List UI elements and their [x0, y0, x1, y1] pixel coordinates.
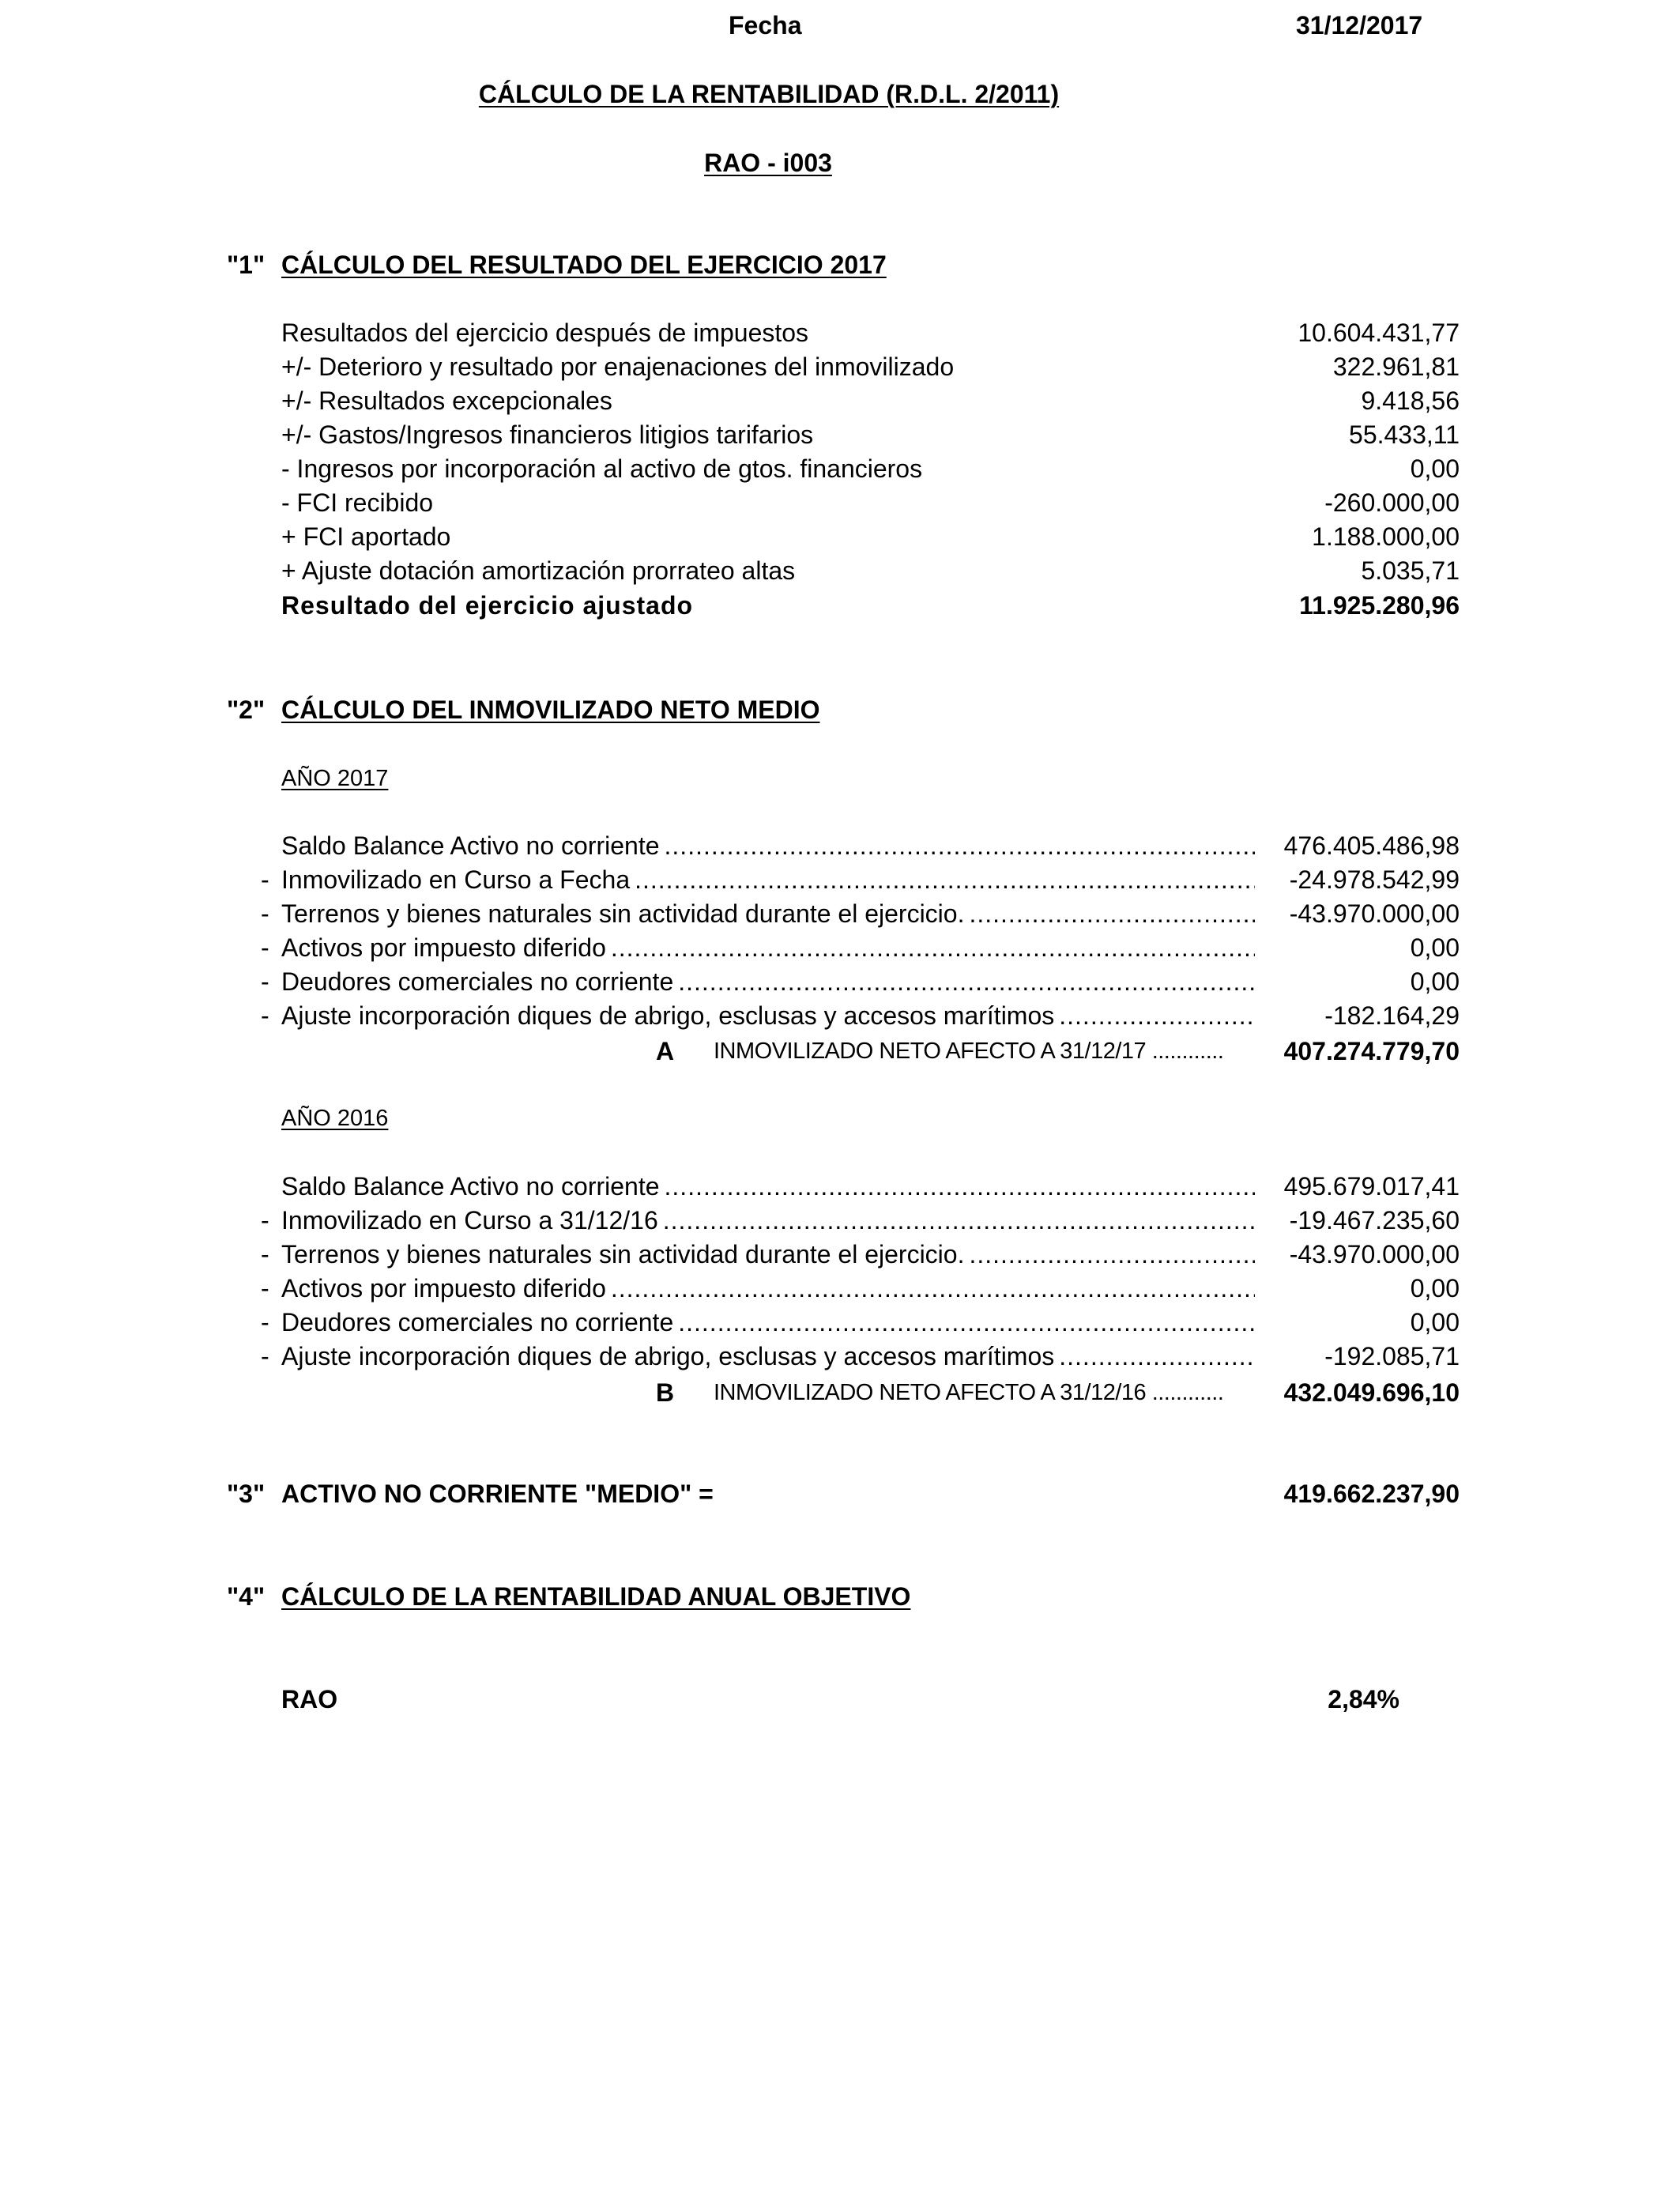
asset-row-value: 0,00	[1410, 933, 1460, 962]
asset-row-label: Deudores comerciales no corriente	[281, 967, 674, 996]
fecha-value: 31/12/2017	[1296, 11, 1423, 40]
result-row-value: -260.000,00	[1324, 488, 1460, 517]
result-row-value: 0,00	[1410, 454, 1460, 483]
dot-leader	[969, 898, 1255, 929]
result-row-label: + Ajuste dotación amortización prorrateo altas	[281, 556, 796, 585]
asset-row-label: Activos por impuesto diferido	[281, 1274, 606, 1302]
asset-row-label: Inmovilizado en Curso a 31/12/16	[281, 1206, 658, 1235]
asset-row-value: -43.970.000,00	[1289, 1240, 1460, 1269]
minus-sign: -	[261, 899, 269, 928]
asset-row-label: Deudores comerciales no corriente	[281, 1308, 674, 1336]
average-assets-label: ACTIVO NO CORRIENTE "MEDIO" =	[281, 1480, 714, 1508]
minus-sign: -	[261, 865, 269, 894]
asset-row	[281, 932, 1255, 963]
section-4-title: CÁLCULO DE LA RENTABILIDAD ANUAL OBJETIVO	[281, 1582, 911, 1611]
section-1-number: "1"	[227, 251, 266, 279]
asset-row-value: -192.085,71	[1324, 1342, 1460, 1370]
dot-leader	[635, 864, 1255, 895]
asset-row	[281, 1000, 1255, 1031]
result-row-label: + FCI aportado	[281, 522, 451, 551]
result-row-value: 55.433,11	[1349, 420, 1460, 449]
asset-row-label: Terrenos y bienes naturales sin actividad durante el ejercicio.	[281, 1240, 965, 1269]
asset-row	[281, 1171, 1255, 1202]
minus-sign: -	[261, 933, 269, 962]
total-b-letter: B	[656, 1378, 675, 1407]
result-row-label: +/- Resultados excepcionales	[281, 386, 612, 415]
dot-leader	[1059, 1340, 1255, 1372]
dot-leader	[969, 1238, 1255, 1270]
asset-row	[281, 898, 1255, 929]
asset-row	[281, 1204, 1255, 1236]
fecha-label: Fecha	[729, 11, 802, 40]
asset-row	[281, 1306, 1255, 1338]
dot-leader	[663, 1204, 1255, 1236]
asset-row	[281, 1340, 1255, 1372]
total-a-value: 407.274.779,70	[1283, 1037, 1460, 1065]
year-2017-label: AÑO 2017	[281, 766, 389, 791]
dot-leader	[665, 830, 1255, 861]
minus-sign: -	[261, 1274, 269, 1302]
minus-sign: -	[261, 967, 269, 996]
asset-row-value: 476.405.486,98	[1283, 831, 1460, 860]
asset-row-label: Ajuste incorporación diques de abrigo, esclusas y accesos marítimos	[281, 1342, 1055, 1370]
result-row-label: - FCI recibido	[281, 488, 434, 517]
result-row-value: 5.035,71	[1361, 556, 1460, 585]
asset-row	[281, 830, 1255, 861]
result-row-label: Resultados del ejercicio después de impuestos	[281, 319, 809, 347]
rao-label: RAO	[281, 1685, 338, 1713]
total-b-label: INMOVILIZADO NETO AFECTO A 31/12/16 ............	[714, 1380, 1224, 1405]
year-2016-label: AÑO 2016	[281, 1106, 389, 1131]
adjusted-result-value: 11.925.280,96	[1299, 591, 1460, 620]
result-row-value: 10.604.431,77	[1298, 319, 1460, 347]
total-a-letter: A	[656, 1037, 675, 1065]
minus-sign: -	[261, 1206, 269, 1235]
result-row-value: 1.188.000,00	[1312, 522, 1460, 551]
asset-row-value: -182.164,29	[1324, 1001, 1460, 1030]
asset-row	[281, 864, 1255, 895]
minus-sign: -	[261, 1001, 269, 1030]
asset-row-label: Terrenos y bienes naturales sin actividad durante el ejercicio.	[281, 899, 965, 928]
asset-row-label: Saldo Balance Activo no corriente	[281, 1172, 660, 1201]
asset-row	[281, 1238, 1255, 1270]
asset-row-value: 495.679.017,41	[1283, 1172, 1460, 1201]
asset-row-value: 0,00	[1410, 1274, 1460, 1302]
section-1-title: CÁLCULO DEL RESULTADO DEL EJERCICIO 2017	[281, 251, 887, 279]
rao-value: 2,84%	[1328, 1685, 1399, 1713]
asset-row-label: Inmovilizado en Curso a Fecha	[281, 865, 631, 894]
dot-leader	[678, 1306, 1255, 1338]
asset-row-label: Activos por impuesto diferido	[281, 933, 606, 962]
asset-row-label: Ajuste incorporación diques de abrigo, esclusas y accesos marítimos	[281, 1001, 1055, 1030]
adjusted-result-label: Resultado del ejercicio ajustado	[281, 591, 694, 620]
asset-row-value: -43.970.000,00	[1289, 899, 1460, 928]
section-3-number: "3"	[227, 1480, 266, 1508]
result-row-label: +/- Gastos/Ingresos financieros litigios tarifarios	[281, 420, 814, 449]
result-row-value: 9.418,56	[1361, 386, 1460, 415]
asset-row	[281, 966, 1255, 997]
dot-leader	[665, 1171, 1255, 1202]
section-2-number: "2"	[227, 696, 266, 724]
page-title: CÁLCULO DE LA RENTABILIDAD (R.D.L. 2/2011)	[478, 80, 1060, 108]
total-b-value: 432.049.696,10	[1283, 1378, 1460, 1407]
average-assets-value: 419.662.237,90	[1283, 1480, 1460, 1508]
page-subtitle: RAO - i003	[704, 149, 832, 177]
asset-row-value: -19.467.235,60	[1289, 1206, 1460, 1235]
asset-row	[281, 1272, 1255, 1304]
minus-sign: -	[261, 1308, 269, 1336]
asset-row-label: Saldo Balance Activo no corriente	[281, 831, 660, 860]
result-row-value: 322.961,81	[1332, 352, 1460, 381]
section-2-title: CÁLCULO DEL INMOVILIZADO NETO MEDIO	[281, 696, 820, 724]
minus-sign: -	[261, 1240, 269, 1269]
dot-leader	[611, 1272, 1255, 1304]
result-row-label: - Ingresos por incorporación al activo de gtos. financieros	[281, 454, 923, 483]
section-4-number: "4"	[227, 1582, 266, 1611]
dot-leader	[1059, 1000, 1255, 1031]
result-row-label: +/- Deterioro y resultado por enajenaciones del inmovilizado	[281, 352, 955, 381]
asset-row-value: 0,00	[1410, 1308, 1460, 1336]
asset-row-value: -24.978.542,99	[1289, 865, 1460, 894]
minus-sign: -	[261, 1342, 269, 1370]
dot-leader	[611, 932, 1255, 963]
total-a-label: INMOVILIZADO NETO AFECTO A 31/12/17 ............	[714, 1039, 1224, 1064]
asset-row-value: 0,00	[1410, 967, 1460, 996]
dot-leader	[678, 966, 1255, 997]
